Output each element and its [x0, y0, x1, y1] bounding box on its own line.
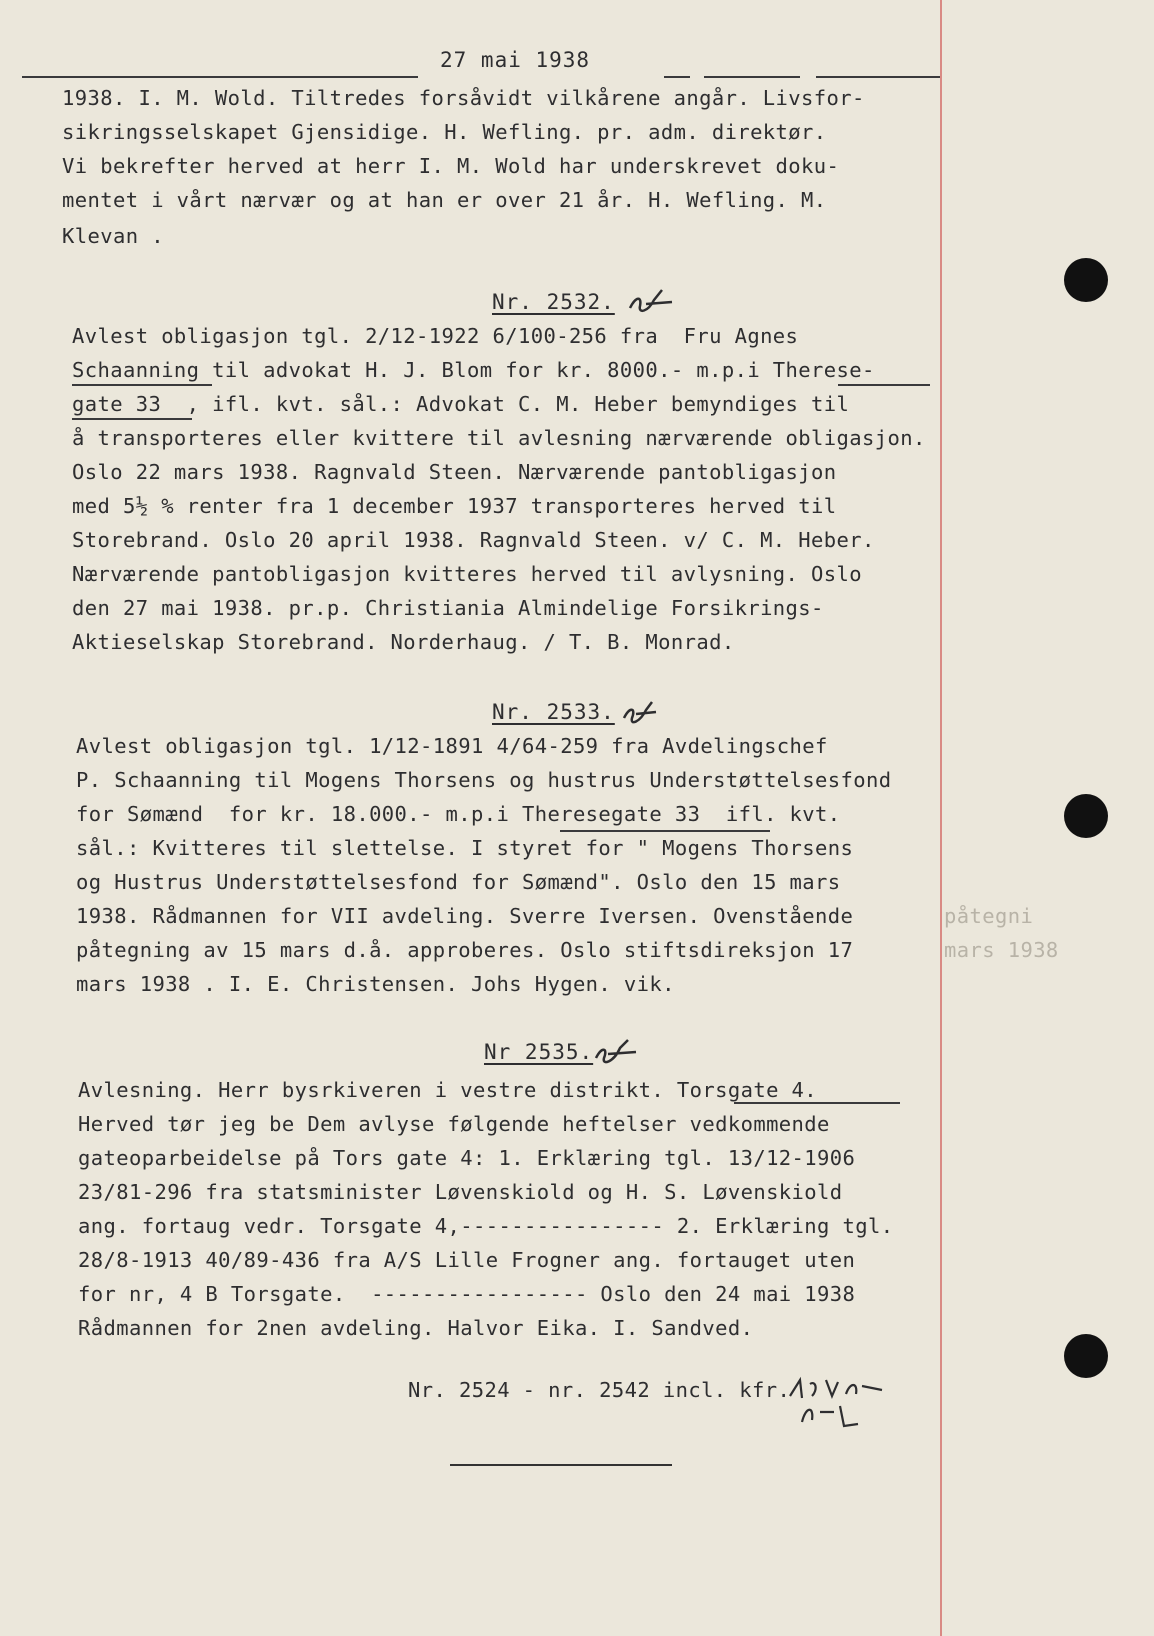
entry-line: og Hustrus Understøttelsesfond for Sømænd". Oslo den 15 mars: [76, 870, 841, 894]
header-date: 27 mai 1938: [440, 48, 591, 72]
entry-line: ang. fortaug vedr. Torsgate 4,---------------- 2. Erklæring tgl.: [78, 1214, 894, 1238]
entry-line: med 5½ % renter fra 1 december 1937 transporteres herved til: [72, 494, 837, 518]
entry-title-2535: Nr 2535.: [484, 1040, 594, 1064]
entry-line: påtegning av 15 mars d.å. approberes. Oslo stiftsdireksjon 17: [76, 938, 854, 962]
initials-signature: [786, 1376, 946, 1436]
entry-title-2532: Nr. 2532.: [492, 290, 615, 314]
check-mark-icon: [626, 286, 676, 320]
header-rule-left: [22, 76, 418, 78]
entry-line: gateoparbeidelse på Tors gate 4: 1. Erklæring tgl. 13/12-1906: [78, 1146, 856, 1170]
continuation-line: sikringsselskapet Gjensidige. H. Wefling. pr. adm. direktør.: [62, 120, 827, 144]
check-mark-icon: [590, 1036, 640, 1070]
entry-title-2533: Nr. 2533.: [492, 700, 615, 724]
entry-line: Rådmannen for 2nen avdeling. Halvor Eika. I. Sandved.: [78, 1316, 754, 1340]
footer-rule: [450, 1464, 672, 1466]
entry-line: for Sømænd for kr. 18.000.- m.p.i Theresegate 33 ifl. kvt.: [76, 802, 841, 826]
entry-line: sål.: Kvitteres til slettelse. I styret for " Mogens Thorsens: [76, 836, 854, 860]
entry-line: Aktieselskap Storebrand. Norderhaug. / T. B. Monrad.: [72, 630, 735, 654]
entry-line: mars 1938 . I. E. Christensen. Johs Hygen. vik.: [76, 972, 675, 996]
entry-line: 1938. Rådmannen for VII avdeling. Sverre Iversen. Ovenstående: [76, 904, 854, 928]
header-rule-right: [816, 76, 940, 78]
header-rule-dash-2: [704, 76, 800, 78]
continuation-line: Klevan .: [62, 224, 164, 248]
entry-line: Schaanning til advokat H. J. Blom for kr. 8000.- m.p.i Therese-: [72, 358, 875, 382]
margin-overflow-text: mars 1938: [944, 938, 1059, 962]
entry-line: den 27 mai 1938. pr.p. Christiania Almindelige Forsikrings-: [72, 596, 824, 620]
margin-overflow-text: påtegni: [944, 904, 1034, 928]
entry-line: Oslo 22 mars 1938. Ragnvald Steen. Nærværende pantobligasjon: [72, 460, 837, 484]
underline-theresegate-33: [560, 830, 770, 832]
entry-line: Avlest obligasjon tgl. 1/12-1891 4/64-259 fra Avdelingschef: [76, 734, 828, 758]
underline-torsgate-4: [734, 1102, 900, 1104]
check-mark-icon: [620, 698, 660, 730]
entry-line: 23/81-296 fra statsminister Løvenskiold og H. S. Løvenskiold: [78, 1180, 843, 1204]
entry-line: Nærværende pantobligasjon kvitteres herved til avlysning. Oslo: [72, 562, 863, 586]
footer-note: Nr. 2524 - nr. 2542 incl. kfr.: [408, 1378, 791, 1402]
entry-line: Herved tør jeg be Dem avlyse følgende heftelser vedkommende: [78, 1112, 830, 1136]
continuation-line: mentet i vårt nærvær og at han er over 21 år. H. Wefling. M.: [62, 188, 827, 212]
entry-line: 28/8-1913 40/89-436 fra A/S Lille Frogner ang. fortauget uten: [78, 1248, 856, 1272]
entry-line: Avlest obligasjon tgl. 2/12-1922 6/100-256 fra Fru Agnes: [72, 324, 799, 348]
header-rule-dash-1: [664, 76, 690, 78]
entry-line: for nr, 4 B Torsgate. ----------------- Oslo den 24 mai 1938: [78, 1282, 856, 1306]
underline-gate-33: [72, 418, 192, 420]
entry-line: Storebrand. Oslo 20 april 1938. Ragnvald Steen. v/ C. M. Heber.: [72, 528, 875, 552]
underline-schaanning: [72, 384, 212, 386]
continuation-line: 1938. I. M. Wold. Tiltredes forsåvidt vilkårene angår. Livsfor-: [62, 86, 865, 110]
continuation-line: Vi bekrefter herved at herr I. M. Wold har underskrevet doku-: [62, 154, 840, 178]
punch-hole: [1064, 1334, 1108, 1378]
entry-line: gate 33 , ifl. kvt. sål.: Advokat C. M. Heber bemyndiges til: [72, 392, 850, 416]
entry-line: å transporteres eller kvittere til avlesning nærværende obligasjon.: [72, 426, 926, 450]
punch-hole: [1064, 258, 1108, 302]
underline-therese: [838, 384, 930, 386]
entry-line: P. Schaanning til Mogens Thorsens og hustrus Understøttelsesfond: [76, 768, 892, 792]
punch-hole: [1064, 794, 1108, 838]
entry-line: Avlesning. Herr bysrkiveren i vestre distrikt. Torsgate 4.: [78, 1078, 818, 1102]
